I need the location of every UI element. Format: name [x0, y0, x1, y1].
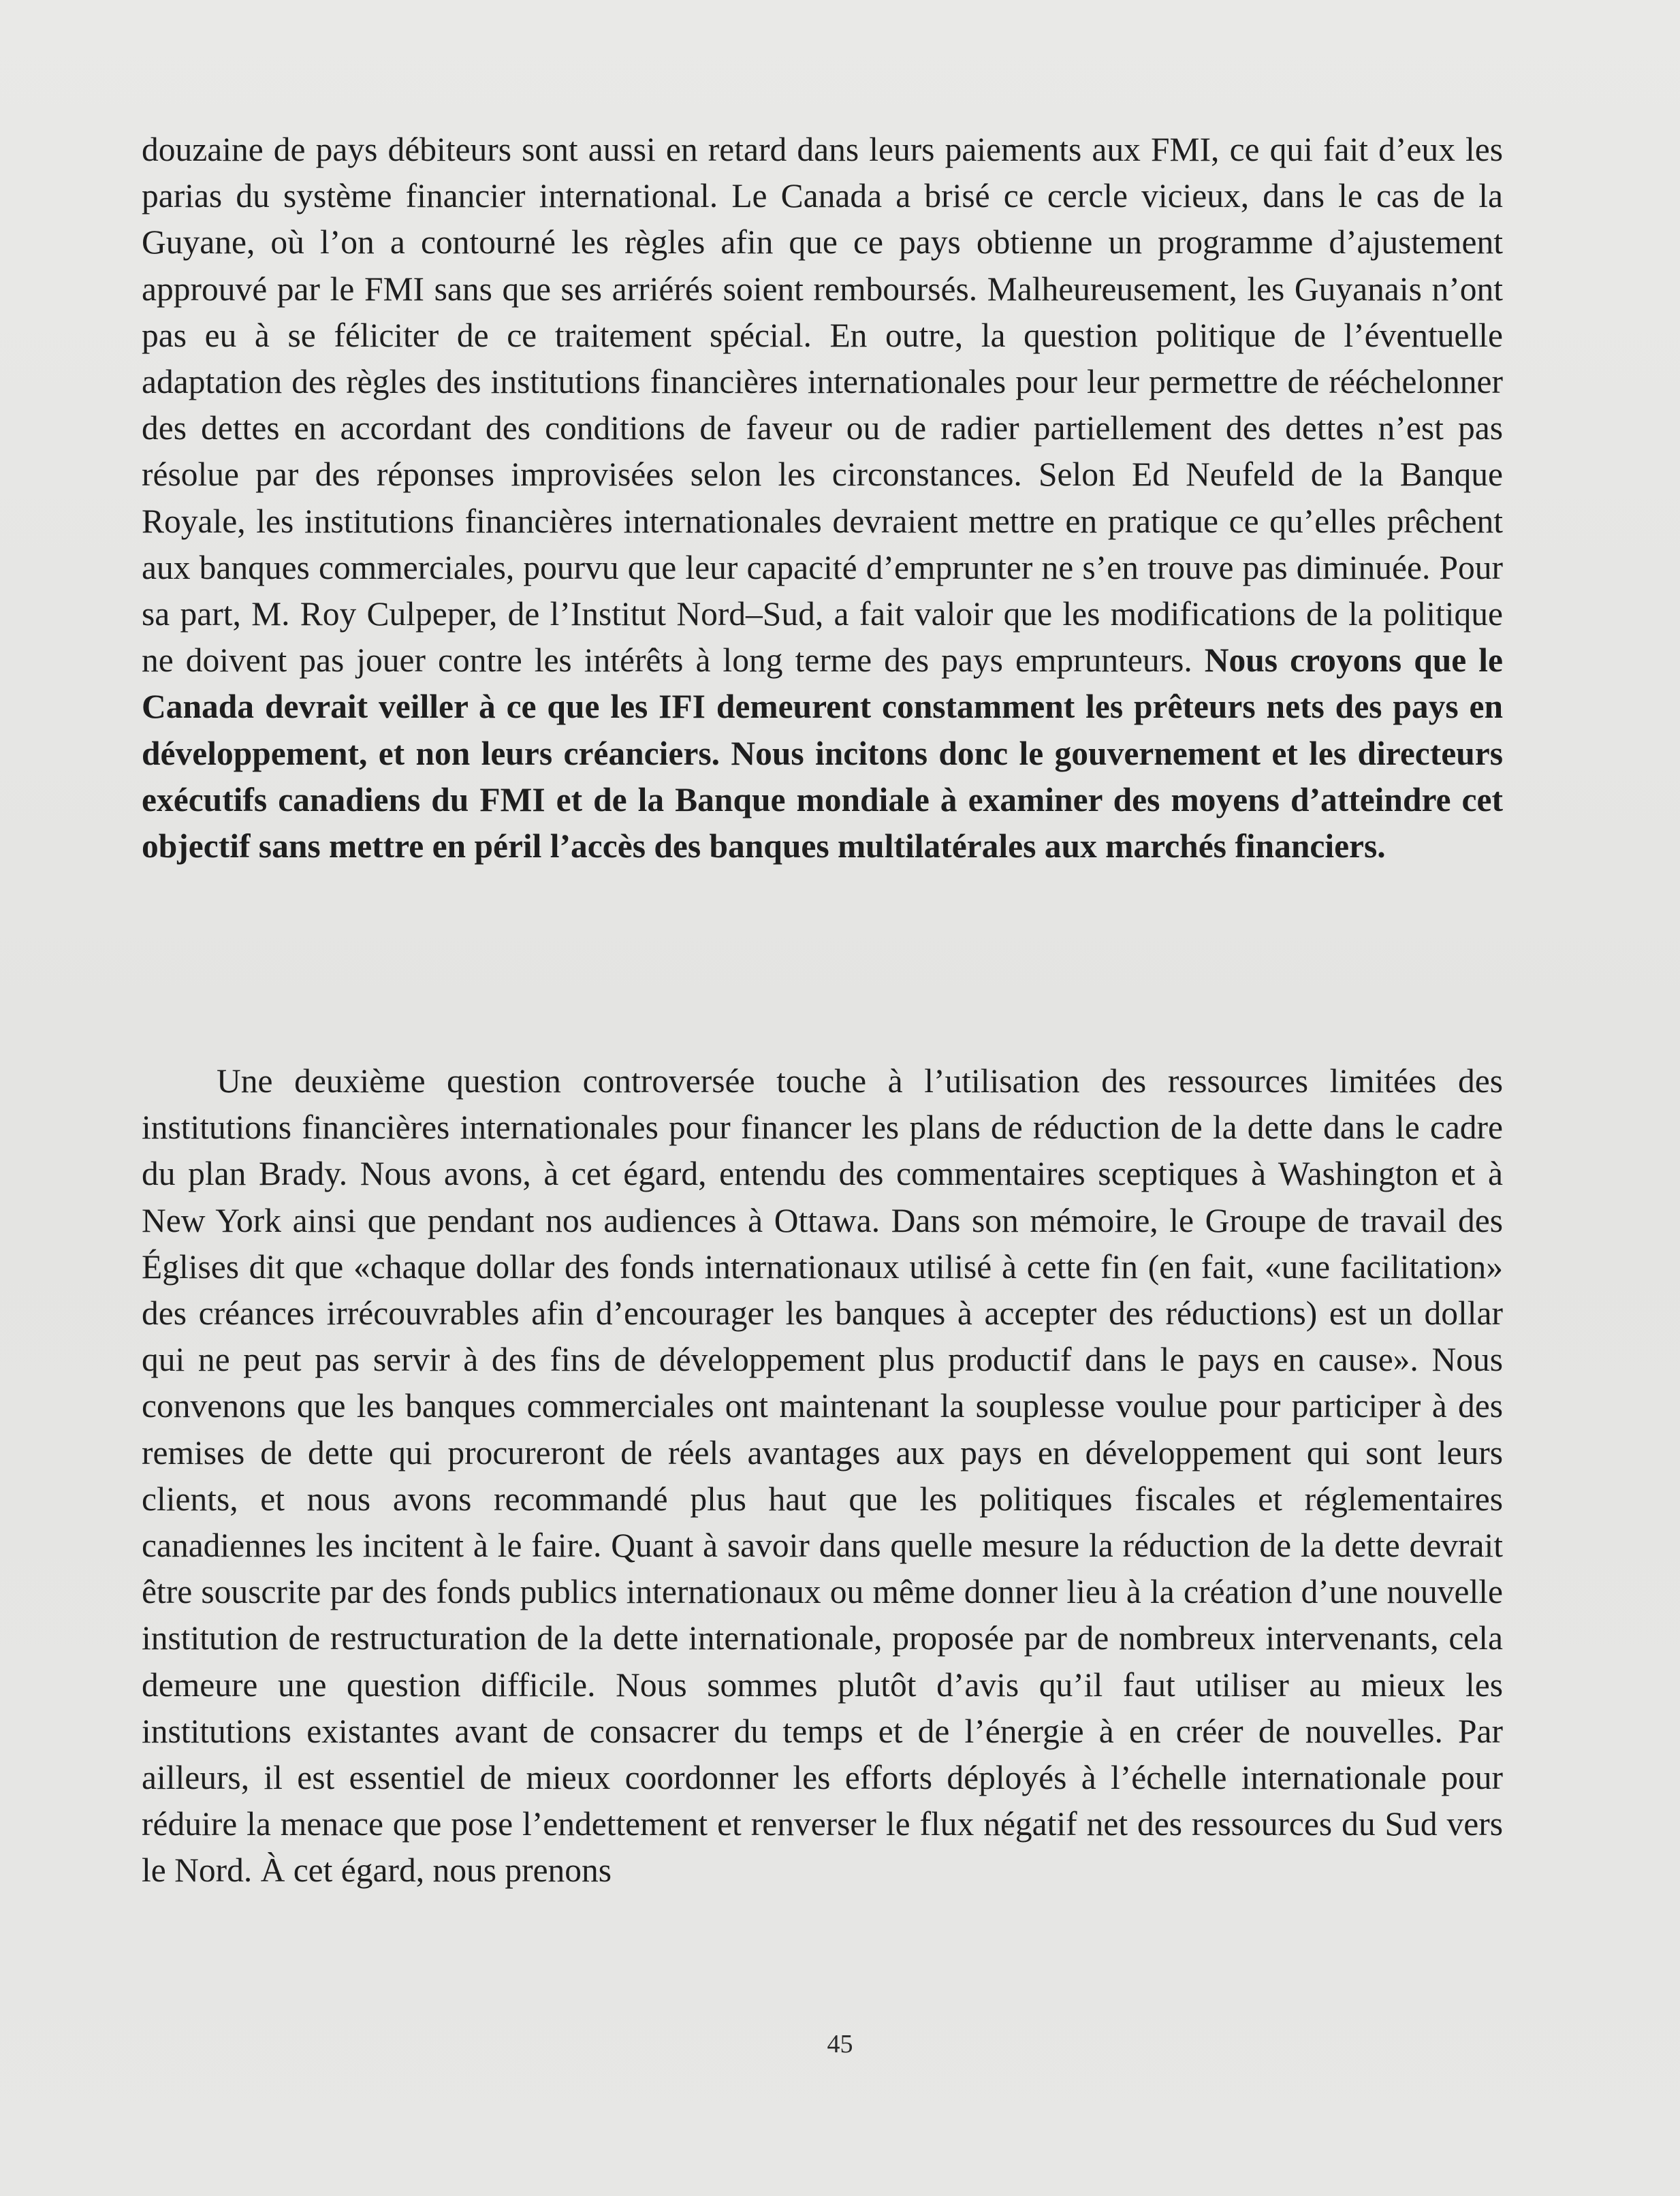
paragraph-1-body	[142, 127, 1503, 870]
paragraph-1-recommendation: Nous croyons que le Canada devrait veiller à ce que les IFI demeurent constamment les prêteurs nets des pays en développement, et non leurs créanciers. Nous incitons donc le gouvernement et les directeurs exécutifs canadiens du FMI et de la Banque mondiale à examiner des moyens d’atteindre cet objectif sans mettre en péril l’accès des banques multilatérales aux marchés financiers.	[142, 641, 1503, 865]
paragraph-2	[142, 1058, 1503, 1894]
page-number: 45	[827, 2030, 853, 2058]
paragraph-2-body: Une deuxième question controversée touche à l’utilisation des ressources limitées des institutions financières internationales pour financer les plans de réduction de la dette dans le cadre du plan Brady. Nous avons, à cet égard, entendu des commentaires sceptiques à Washington et à New York ainsi que pendant nos audiences à Ottawa. Dans son mémoire, le Groupe de travail des Églises dit que «chaque dollar des fonds internationaux utilisé à cette fin (en fait, «une facilitation» des créances irrécouvrables afin d’encourager les banques à accepter des réductions) est un dollar qui ne peut pas servir à des fins de développement plus productif dans le pays en cause». Nous convenons que les banques commerciales ont maintenant la souplesse voulue pour participer à des remises de dette qui procureront de réels avantages aux pays en développement qui sont leurs clients, et nous avons recommandé plus haut que les politiques fiscales et réglementaires canadiennes les incitent à le faire. Quant à savoir dans quelle mesure la réduction de la dette devrait être souscrite par des fonds publics internationaux ou même donner lieu à la création d’une nouvelle institution de restructuration de la dette internationale, proposée par de nombreux intervenants, cela demeure une question difficile. Nous sommes plutôt d’avis qu’il faut utiliser au mieux les institutions existantes avant de consacrer du temps et de l’énergie à en créer de nouvelles. Par ailleurs, il est essentiel de mieux coordonner les efforts déployés à l’échelle internationale pour réduire la menace que pose l’endettement et renverser le flux négatif net des ressources du Sud vers le Nord. À cet égard, nous prenons	[142, 1062, 1503, 1890]
paragraph-1-text: douzaine de pays débiteurs sont aussi en retard dans leurs paiements aux FMI, ce qui fait d’eux les parias du système financier international. Le Canada a brisé ce cercle vicieux, dans le cas de la Guyane, où l’on a contourné les règles afin que ce pays obtienne un programme d’ajustement approuvé par le FMI sans que ses arriérés soient remboursés. Malheureusement, les Guyanais n’ont pas eu à se féliciter de ce traitement spécial. En outre, la question politique de l’éventuelle adaptation des règles des institutions financières internationales pour leur permettre de rééchelonner des dettes en accordant des conditions de faveur ou de radier partiellement des dettes n’est pas résolue par des réponses improvisées selon les circonstances. Selon Ed Neufeld de la Banque Royale, les institutions financières internationales devraient mettre en pratique ce qu’elles prêchent aux banques commerciales, pourvu que leur capacité d’emprunter ne s’en trouve pas diminuée. Pour sa part, M. Roy Culpeper, de l’Institut Nord–Sud, a fait valoir que les modifications de la politique ne doivent pas jouer contre les intérêts à long terme des pays emprunteurs.	[142, 131, 1503, 680]
paragraph-1	[142, 127, 1503, 870]
